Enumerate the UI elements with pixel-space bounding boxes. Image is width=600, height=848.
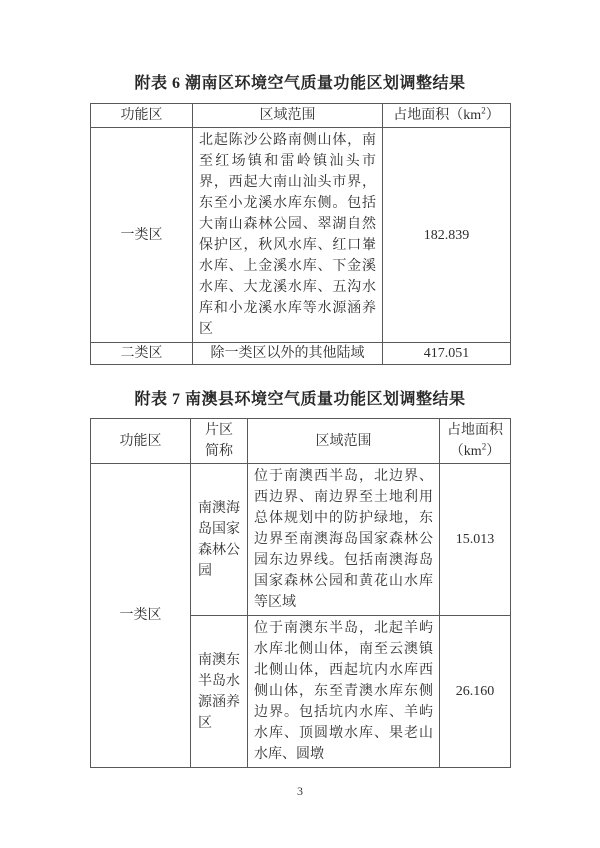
- table7-header-row: [91, 419, 511, 464]
- table6-header-range: 区域范围: [193, 104, 383, 128]
- zone-cell: 一类区: [91, 464, 191, 768]
- range-cell: 位于南澳西半岛，北边界、西边界、南边界至土地利用总体规划中的防护绿地，东边界至南澳海岛国家森林公园东边界线。包括南澳海岛国家森林公园和黄花山水库等区域: [248, 464, 440, 616]
- table6-title: 附表 6 潮南区环境空气质量功能区划调整结果: [134, 75, 466, 92]
- table6: [90, 103, 511, 365]
- zone-cell: 一类区: [91, 128, 193, 343]
- table7-header-zone: 功能区: [91, 419, 191, 464]
- area-cell: 182.839: [383, 128, 511, 343]
- district-cell: 南澳海岛国家森林公园: [191, 464, 248, 616]
- table7-header-area: 占地面积 $(km^2)$: [440, 419, 511, 464]
- zone-cell: 二类区: [91, 343, 193, 365]
- range-cell: 除一类区以外的其他陆域: [193, 343, 383, 365]
- area-cell: 26.160: [440, 616, 511, 768]
- table7-header-district: 片区 简称: [191, 419, 248, 464]
- range-cell: 位于南澳东半岛，北起羊屿水库北侧山体，南至云澳镇北侧山体，西起坑内水库西侧山体，东至青澳水库东侧边界。包括坑内水库、羊屿水库、顶圆墩水库、果老山水库、圆墩: [248, 616, 440, 768]
- area-cell: 15.013: [440, 464, 511, 616]
- table7-row-forest-park: [91, 464, 511, 616]
- range-cell: 北起陈沙公路南侧山体，南至红场镇和雷岭镇汕头市界，西起大南山汕头市界，东至小龙溪水库东侧。包括大南山森林公园、翠湖自然保护区，秋风水库、红口輋水库、上金溪水库、下金溪水库、大龙溪水库、五沟水库和小龙溪水库等水源涵养区: [193, 128, 383, 343]
- table6-header-zone: 功能区: [91, 104, 193, 128]
- table6-row-class1: [91, 128, 511, 343]
- table6-header-row: [91, 104, 511, 128]
- area-cell: 417.051: [383, 343, 511, 365]
- table6-row-class2: [91, 343, 511, 365]
- table7-title: 附表 7 南澳县环境空气质量功能区划调整结果: [134, 391, 466, 408]
- table7: [90, 418, 511, 768]
- table7-header-range: 区域范围: [248, 419, 440, 464]
- table6-header-area: 占地面积$(km^2)$: [383, 104, 511, 128]
- district-cell: 南澳东半岛水源涵养区: [191, 616, 248, 768]
- page-number: 3: [297, 784, 303, 798]
